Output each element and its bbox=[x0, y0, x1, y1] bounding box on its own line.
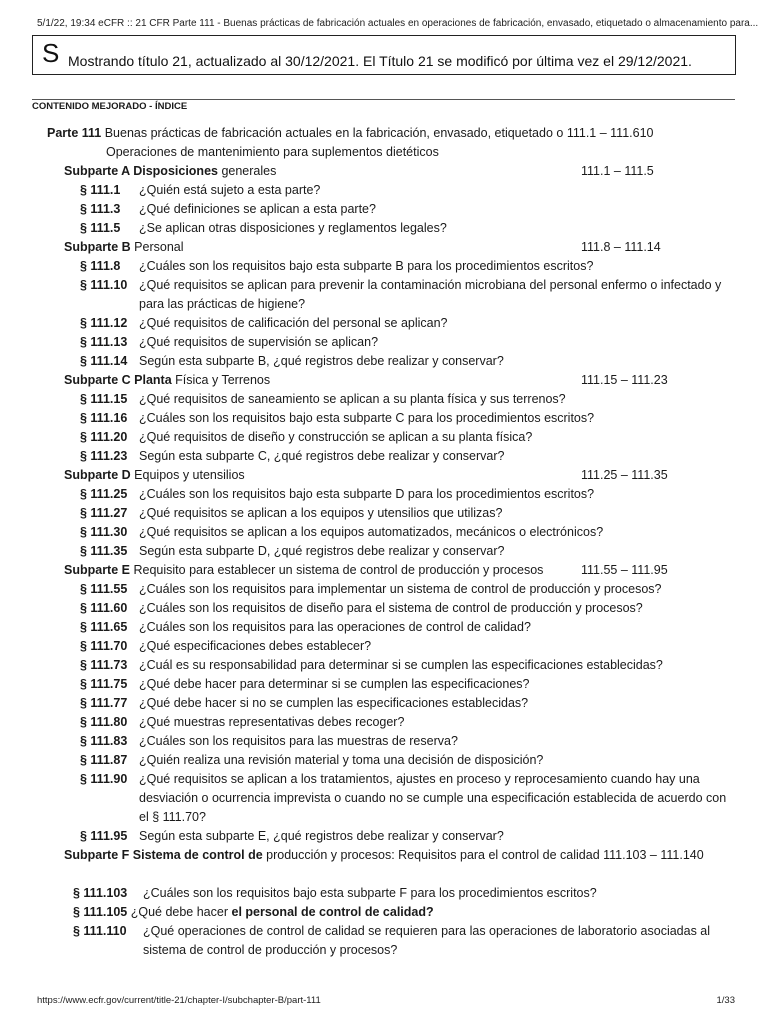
subpart-a-title: generales bbox=[221, 164, 277, 178]
subpart-a-label: Subparte A Disposiciones bbox=[64, 164, 218, 178]
section-111-16-number[interactable]: § 111.16 bbox=[80, 411, 128, 425]
part-title-line2: Operaciones de mantenimiento para suplementos dietéticos bbox=[106, 145, 439, 159]
section-111-87-title[interactable]: ¿Quién realiza una revisión material y toma una decisión de disposición? bbox=[139, 753, 544, 767]
section-111-73-title[interactable]: ¿Cuál es su responsabilidad para determinar si se cumplen las especificaciones establecidas? bbox=[139, 658, 663, 672]
footer-url: https://www.ecfr.gov/current/title-21/chapter-I/subchapter-B/part-111 bbox=[37, 995, 321, 1006]
section-111-8-title[interactable]: ¿Cuáles son los requisitos bajo esta subparte B para los procedimientos escritos? bbox=[139, 259, 594, 273]
section-111-23-number[interactable]: § 111.23 bbox=[80, 449, 128, 463]
section-111-110-number[interactable]: § 111.110 bbox=[73, 924, 127, 938]
section-111-60-title[interactable]: ¿Cuáles son los requisitos de diseño para el sistema de control de producción y procesos? bbox=[139, 601, 643, 615]
section-111-105-title: ¿Qué debe hacer bbox=[130, 905, 229, 919]
section-111-73-number[interactable]: § 111.73 bbox=[80, 658, 128, 672]
section-111-65-number[interactable]: § 111.65 bbox=[80, 620, 128, 634]
section-111-87-number[interactable]: § 111.87 bbox=[80, 753, 128, 767]
section-111-5-title[interactable]: ¿Se aplican otras disposiciones y reglamentos legales? bbox=[139, 221, 447, 235]
section-111-15-title[interactable]: ¿Qué requisitos de saneamiento se aplican a su planta física y sus terrenos? bbox=[139, 392, 566, 406]
subpart-c-heading[interactable] bbox=[64, 371, 270, 390]
section-111-105[interactable] bbox=[73, 903, 434, 922]
section-111-83-number[interactable]: § 111.83 bbox=[80, 734, 128, 748]
section-111-13-title[interactable]: ¿Qué requisitos de supervisión se aplican? bbox=[139, 335, 379, 349]
section-111-65-title[interactable]: ¿Cuáles son los requisitos para las operaciones de control de calidad? bbox=[139, 620, 531, 634]
section-111-27-title[interactable]: ¿Qué requisitos se aplican a los equipos y utensilios que utilizas? bbox=[139, 506, 503, 520]
subpart-e-title: Requisito para establecer un sistema de control de producción y procesos bbox=[133, 563, 544, 577]
subpart-d-range: 111.25 – 111.35 bbox=[581, 468, 668, 482]
subpart-e-heading[interactable] bbox=[64, 561, 543, 580]
section-111-90-title-cont[interactable]: desviación o ocurrencia imprevista o cuando no se cumple una especificación establecida de acuerdo con bbox=[139, 791, 727, 805]
section-111-80-number[interactable]: § 111.80 bbox=[80, 715, 128, 729]
subpart-d-title: Equipos y utensilios bbox=[134, 468, 245, 482]
section-111-75-title[interactable]: ¿Qué debe hacer para determinar si se cumplen las especificaciones? bbox=[139, 677, 530, 691]
section-111-16-title[interactable]: ¿Cuáles son los requisitos bajo esta subparte C para los procedimientos escritos? bbox=[139, 411, 595, 425]
section-111-110-title-cont[interactable]: sistema de control de producción y procesos? bbox=[143, 943, 398, 957]
subpart-a-range: 111.1 – 111.5 bbox=[581, 164, 654, 178]
section-111-83-title[interactable]: ¿Cuáles son los requisitos para las muestras de reserva? bbox=[139, 734, 458, 748]
subpart-e-range: 111.55 – 111.95 bbox=[581, 563, 668, 577]
part-range: 111.1 – 111.610 bbox=[566, 126, 654, 140]
section-divider bbox=[32, 99, 735, 100]
subpart-b-title: Personal bbox=[134, 240, 184, 254]
section-111-80-title[interactable]: ¿Qué muestras representativas debes recoger? bbox=[139, 715, 405, 729]
section-111-60-number[interactable]: § 111.60 bbox=[80, 601, 128, 615]
subpart-d-heading[interactable] bbox=[64, 466, 245, 485]
subpart-c-label: Subparte C Planta bbox=[64, 373, 172, 387]
subpart-f-heading[interactable] bbox=[64, 846, 704, 865]
section-111-12-title[interactable]: ¿Qué requisitos de calificación del personal se aplican? bbox=[139, 316, 448, 330]
section-111-95-title[interactable]: Según esta subparte E, ¿qué registros debe realizar y conservar? bbox=[139, 829, 504, 843]
banner-letter: S bbox=[42, 38, 60, 68]
section-title: CONTENIDO MEJORADO - ÍNDICE bbox=[32, 101, 188, 112]
section-111-90-title-cont2[interactable]: el § 111.70? bbox=[139, 810, 206, 824]
section-111-105-title-bold: el personal de control de calidad? bbox=[231, 905, 434, 919]
subpart-c-range: 111.15 – 111.23 bbox=[581, 373, 668, 387]
section-111-1-title[interactable]: ¿Quién está sujeto a esta parte? bbox=[139, 183, 321, 197]
section-111-3-title[interactable]: ¿Qué definiciones se aplican a esta parte? bbox=[139, 202, 376, 216]
section-111-23-title[interactable]: Según esta subparte C, ¿qué registros debe realizar y conservar? bbox=[139, 449, 505, 463]
subpart-f-label: Subparte F Sistema de control de bbox=[64, 848, 263, 862]
section-111-95-number[interactable]: § 111.95 bbox=[80, 829, 128, 843]
section-111-103-number[interactable]: § 111.103 bbox=[73, 886, 128, 900]
section-111-90-number[interactable]: § 111.90 bbox=[80, 772, 128, 786]
part-heading[interactable] bbox=[47, 124, 653, 143]
section-111-20-title[interactable]: ¿Qué requisitos de diseño y construcción se aplican a su planta física? bbox=[139, 430, 533, 444]
section-111-10-title-cont[interactable]: para las prácticas de higiene? bbox=[139, 297, 306, 311]
section-111-14-title[interactable]: Según esta subparte B, ¿qué registros debe realizar y conservar? bbox=[139, 354, 504, 368]
section-111-110-title[interactable]: ¿Qué operaciones de control de calidad se requieren para las operaciones de laboratorio asociadas al bbox=[143, 924, 711, 938]
section-111-12-number[interactable]: § 111.12 bbox=[80, 316, 128, 330]
subpart-b-heading[interactable] bbox=[64, 238, 184, 257]
subpart-c-title: Física y Terrenos bbox=[175, 373, 271, 387]
banner-text: Mostrando título 21, actualizado al 30/12/2021. El Título 21 se modificó por última vez el 29/12/2021. bbox=[68, 53, 692, 69]
section-111-20-number[interactable]: § 111.20 bbox=[80, 430, 128, 444]
part-title: Buenas prácticas de fabricación actuales en la fabricación, envasado, etiquetado o bbox=[104, 126, 564, 140]
section-111-70-number[interactable]: § 111.70 bbox=[80, 639, 128, 653]
section-111-55-title[interactable]: ¿Cuáles son los requisitos para implementar un sistema de control de producción y procesos? bbox=[139, 582, 662, 596]
subpart-d-label: Subparte D bbox=[64, 468, 131, 482]
section-111-70-title[interactable]: ¿Qué especificaciones debes establecer? bbox=[139, 639, 372, 653]
section-111-1-number[interactable]: § 111.1 bbox=[80, 183, 121, 197]
subpart-f-title: producción y procesos: Requisitos para el control de calidad 111.103 – 111.140 bbox=[266, 848, 704, 862]
section-111-35-number[interactable]: § 111.35 bbox=[80, 544, 128, 558]
section-111-35-title[interactable]: Según esta subparte D, ¿qué registros debe realizar y conservar? bbox=[139, 544, 505, 558]
section-111-77-number[interactable]: § 111.77 bbox=[80, 696, 128, 710]
section-111-10-title[interactable]: ¿Qué requisitos se aplican para prevenir la contaminación microbiana del personal enfermo o infectado y bbox=[139, 278, 722, 292]
section-111-10-number[interactable]: § 111.10 bbox=[80, 278, 128, 292]
section-111-8-number[interactable]: § 111.8 bbox=[80, 259, 121, 273]
section-111-105-number: § 111.105 bbox=[73, 905, 128, 919]
subpart-a-heading[interactable] bbox=[64, 162, 276, 181]
section-111-25-number[interactable]: § 111.25 bbox=[80, 487, 128, 501]
part-label: Parte 111 bbox=[47, 126, 102, 140]
section-111-27-number[interactable]: § 111.27 bbox=[80, 506, 128, 520]
section-111-3-number[interactable]: § 111.3 bbox=[80, 202, 121, 216]
section-111-25-title[interactable]: ¿Cuáles son los requisitos bajo esta subparte D para los procedimientos escritos? bbox=[139, 487, 595, 501]
subpart-b-label: Subparte B bbox=[64, 240, 131, 254]
section-111-90-title[interactable]: ¿Qué requisitos se aplican a los tratamientos, ajustes en proceso y reprocesamiento cuando hay una bbox=[139, 772, 700, 786]
section-111-13-number[interactable]: § 111.13 bbox=[80, 335, 128, 349]
section-111-77-title[interactable]: ¿Qué debe hacer si no se cumplen las especificaciones establecidas? bbox=[139, 696, 529, 710]
section-111-5-number[interactable]: § 111.5 bbox=[80, 221, 121, 235]
print-header: 5/1/22, 19:34 eCFR :: 21 CFR Parte 111 - Buenas prácticas de fabricación actuales en operaciones de fabricación, envasado, etiquetado o almacenamiento para... bbox=[37, 18, 759, 29]
subpart-b-range: 111.8 – 111.14 bbox=[581, 240, 661, 254]
section-111-30-title[interactable]: ¿Qué requisitos se aplican a los equipos automatizados, mecánicos o electrónicos? bbox=[139, 525, 604, 539]
section-111-30-number[interactable]: § 111.30 bbox=[80, 525, 128, 539]
section-111-103-title[interactable]: ¿Cuáles son los requisitos bajo esta subparte F para los procedimientos escritos? bbox=[143, 886, 597, 900]
section-111-14-number[interactable]: § 111.14 bbox=[80, 354, 128, 368]
page-number: 1/33 bbox=[716, 995, 735, 1006]
section-111-55-number[interactable]: § 111.55 bbox=[80, 582, 128, 596]
status-banner bbox=[32, 35, 736, 75]
section-111-15-number[interactable]: § 111.15 bbox=[80, 392, 128, 406]
subpart-e-label: Subparte E bbox=[64, 563, 130, 577]
section-111-75-number[interactable]: § 111.75 bbox=[80, 677, 128, 691]
